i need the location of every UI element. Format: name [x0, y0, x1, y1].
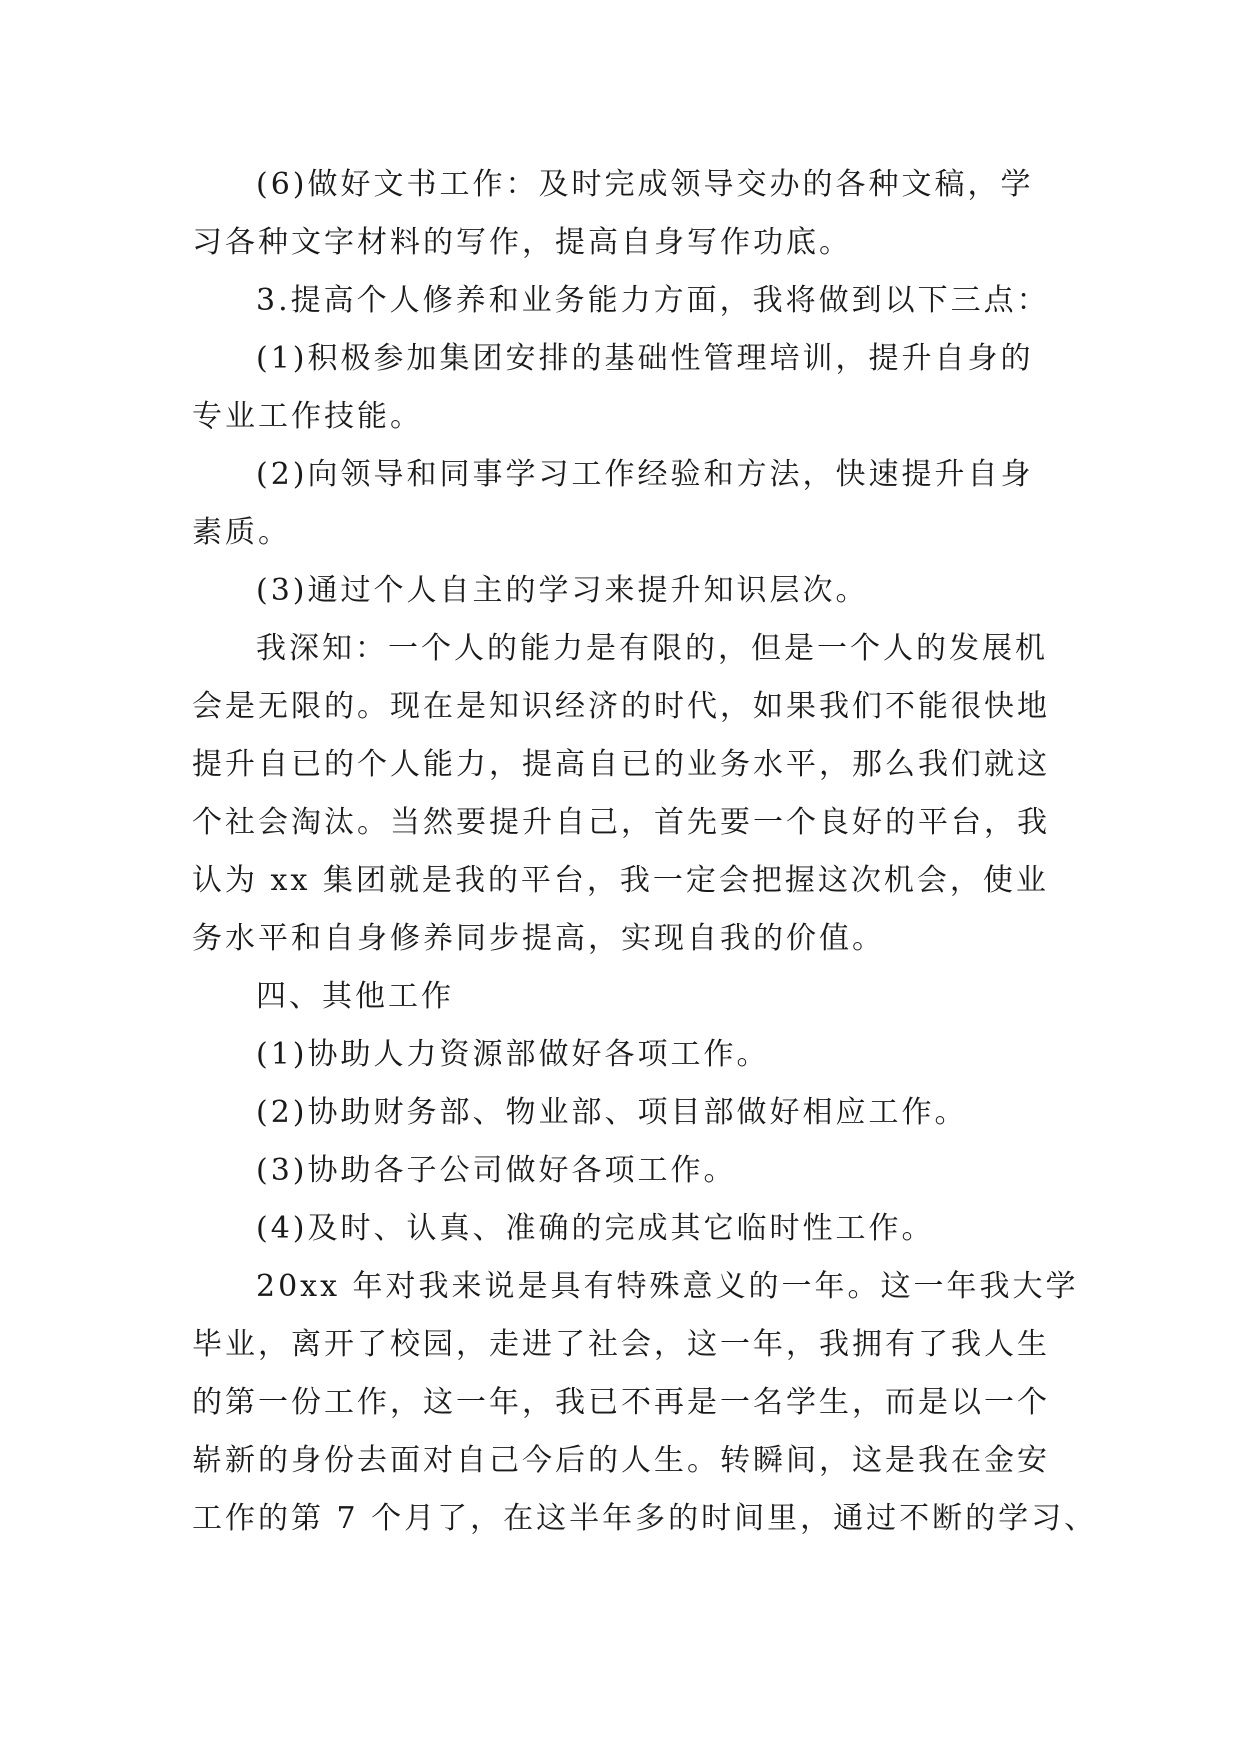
- paragraph-line: 提升自已的个人能力，提高自已的业务水平，那么我们就这: [192, 747, 1050, 782]
- paragraph-line: (1)积极参加集团安排的基础性管理培训，提升自身的: [256, 341, 1034, 376]
- section-heading: 四、其他工作: [256, 979, 454, 1014]
- paragraph-line: 20xx 年对我来说是具有特殊意义的一年。这一年我大学: [256, 1269, 1079, 1304]
- paragraph-line: 专业工作技能。: [192, 399, 423, 434]
- paragraph-line: 毕业，离开了校园，走进了社会，这一年，我拥有了我人生: [192, 1327, 1050, 1362]
- paragraph-line: 认为 xx 集团就是我的平台，我一定会把握这次机会，使业: [192, 863, 1049, 898]
- paragraph-line: (4)及时、认真、准确的完成其它临时性工作。: [256, 1211, 935, 1246]
- paragraph-line: 崭新的身份去面对自己今后的人生。转瞬间，这是我在金安: [192, 1443, 1050, 1478]
- paragraph-line: 的第一份工作，这一年，我已不再是一名学生，而是以一个: [192, 1385, 1050, 1420]
- paragraph-line: 工作的第 7 个月了，在这半年多的时间里，通过不断的学习、: [192, 1501, 1098, 1536]
- paragraph-line: 个社会淘汰。当然要提升自己，首先要一个良好的平台，我: [192, 805, 1050, 840]
- paragraph-line: (6)做好文书工作：及时完成领导交办的各种文稿，学: [256, 167, 1034, 202]
- paragraph-line: (3)协助各子公司做好各项工作。: [256, 1153, 737, 1188]
- paragraph-line: (2)向领导和同事学习工作经验和方法，快速提升自身: [256, 457, 1034, 492]
- paragraph-line: 素质。: [192, 515, 291, 550]
- paragraph-line: 3.提高个人修养和业务能力方面，我将做到以下三点：: [256, 283, 1050, 318]
- paragraph-line: (2)协助财务部、物业部、项目部做好相应工作。: [256, 1095, 968, 1130]
- document-body: [192, 156, 1098, 1548]
- paragraph-line: 我深知：一个人的能力是有限的，但是一个人的发展机: [256, 631, 1048, 666]
- paragraph-line: 习各种文字材料的写作，提高自身写作功底。: [192, 225, 852, 260]
- paragraph-line: (1)协助人力资源部做好各项工作。: [256, 1037, 770, 1072]
- paragraph-line: 会是无限的。现在是知识经济的时代，如果我们不能很快地: [192, 689, 1050, 724]
- paragraph-line: 务水平和自身修养同步提高，实现自我的价值。: [192, 921, 885, 956]
- paragraph-line: (3)通过个人自主的学习来提升知识层次。: [256, 573, 869, 608]
